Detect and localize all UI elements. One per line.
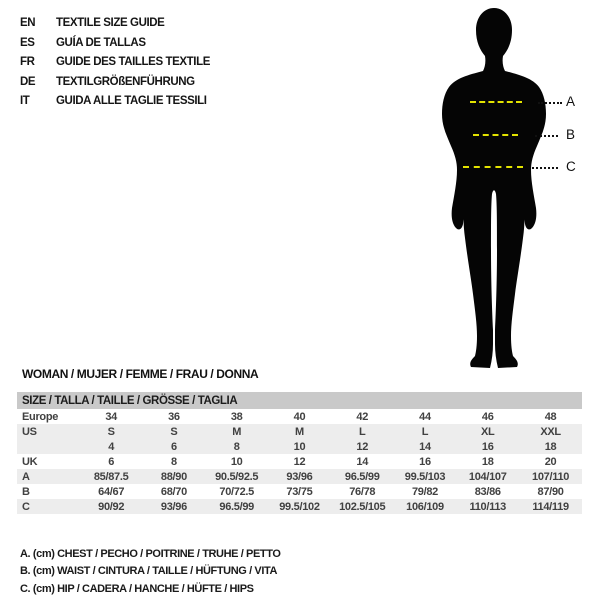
lang-code: FR xyxy=(20,56,35,69)
size-cell: 6 xyxy=(108,455,115,468)
hip-measure-line xyxy=(463,166,523,168)
size-table-header-row xyxy=(17,392,582,409)
size-cell: 6 xyxy=(171,440,177,453)
waist-leader-line xyxy=(535,135,558,137)
row-label: Europe xyxy=(22,410,59,423)
table-row xyxy=(17,439,582,454)
size-cell: M xyxy=(295,425,304,438)
size-cell: 114/119 xyxy=(532,500,569,513)
waist-measure-line xyxy=(473,134,518,136)
size-cell: XXL xyxy=(540,425,561,438)
size-cell: 12 xyxy=(293,455,306,468)
size-table xyxy=(17,392,582,514)
size-cell: 14 xyxy=(356,455,369,468)
table-row xyxy=(17,469,582,484)
table-row xyxy=(17,484,582,499)
size-cell: 96.5/99 xyxy=(219,500,254,513)
size-cell: 88/90 xyxy=(160,470,187,483)
size-cell: 68/70 xyxy=(160,485,187,498)
row-label: C xyxy=(22,500,30,513)
lang-code: DE xyxy=(20,75,36,88)
lang-row-en xyxy=(20,14,210,34)
table-row xyxy=(17,454,582,469)
chest-measure-line xyxy=(470,101,522,103)
lang-code: IT xyxy=(20,95,30,108)
size-cell: 14 xyxy=(419,440,431,453)
size-cell: 4 xyxy=(108,440,115,453)
size-cell: 93/96 xyxy=(160,500,187,513)
size-cell: 87/90 xyxy=(537,485,564,498)
size-cell: 96.5/99 xyxy=(344,470,380,483)
woman-silhouette xyxy=(442,8,546,368)
size-cell: 104/107 xyxy=(468,470,507,483)
size-cell: 83/86 xyxy=(474,485,501,498)
hip-leader-line xyxy=(532,167,558,169)
size-cell: S xyxy=(107,425,115,438)
size-cell: 16 xyxy=(481,440,494,453)
size-cell: 102.5/105 xyxy=(339,500,386,513)
row-label: US xyxy=(22,425,37,438)
table-row xyxy=(17,424,582,439)
lang-title: TEXTILGRÖßENFÜHRUNG xyxy=(56,75,195,88)
size-cell: 73/75 xyxy=(286,485,313,498)
size-cell: 85/87.5 xyxy=(93,470,129,483)
size-cell: 36 xyxy=(168,410,180,423)
size-cell: 99.5/102 xyxy=(279,500,320,513)
lang-title: TEXTILE SIZE GUIDE xyxy=(56,17,165,29)
size-cell: 48 xyxy=(544,410,557,423)
legend-waist: B. (cm) WAIST / CINTURA / TAILLE / HÜFTUNG / VITA xyxy=(20,565,278,578)
lang-row-es xyxy=(20,34,210,54)
lang-code: ES xyxy=(20,36,35,49)
size-cell: 64/67 xyxy=(98,485,125,498)
size-cell: 40 xyxy=(293,410,306,423)
lang-title: GUÍA DE TALLAS xyxy=(56,36,146,49)
size-cell: 8 xyxy=(171,455,177,468)
size-cell: 42 xyxy=(356,410,369,423)
size-cell: XL xyxy=(481,425,495,438)
size-cell: 18 xyxy=(481,455,494,468)
size-cell: 38 xyxy=(230,410,243,423)
size-cell: 46 xyxy=(481,410,494,423)
size-cell: 93/96 xyxy=(286,470,313,483)
size-cell: 8 xyxy=(233,440,240,453)
size-cell: L xyxy=(421,425,429,438)
size-cell: 10 xyxy=(293,440,306,453)
lang-row-it xyxy=(20,92,210,112)
size-cell: L xyxy=(359,425,366,438)
lang-title: GUIDE DES TAILLES TEXTILE xyxy=(56,56,210,69)
size-cell: S xyxy=(170,425,178,438)
marker-label-c: C xyxy=(566,159,576,174)
size-cell: 99.5/103 xyxy=(404,470,446,483)
lang-row-fr xyxy=(20,53,210,73)
size-cell: 16 xyxy=(419,455,431,468)
woman-silhouette-figure xyxy=(440,0,560,375)
size-cell: 90/92 xyxy=(98,500,125,513)
marker-label-b: B xyxy=(566,127,576,142)
size-cell: 10 xyxy=(230,455,243,468)
marker-label-a: A xyxy=(566,94,576,109)
row-label: UK xyxy=(22,455,38,468)
chest-leader-line xyxy=(538,102,562,104)
row-label: B xyxy=(22,485,30,498)
size-cell: 70/72.5 xyxy=(219,485,254,498)
size-cell: 20 xyxy=(544,455,557,468)
table-row xyxy=(17,409,582,424)
size-cell: 34 xyxy=(105,410,117,423)
size-table-header: SIZE / TALLA / TAILLE / GRÖSSE / TAGLIA xyxy=(17,392,582,409)
lang-row-de xyxy=(20,73,210,93)
size-cell: 107/110 xyxy=(532,470,570,483)
size-cell: 12 xyxy=(356,440,369,453)
row-label xyxy=(17,439,80,454)
row-label: A xyxy=(22,470,30,483)
size-table-body xyxy=(17,409,582,514)
lang-code: EN xyxy=(20,17,36,29)
measurement-legend xyxy=(20,546,281,598)
size-cell: 18 xyxy=(544,440,557,453)
size-cell: M xyxy=(232,425,242,438)
language-title-block xyxy=(20,14,210,112)
size-cell: 44 xyxy=(419,410,431,423)
woman-section-heading: WOMAN / MUJER / FEMME / FRAU / DONNA xyxy=(22,367,259,381)
size-cell: 90.5/92.5 xyxy=(215,470,259,483)
size-cell: 110/113 xyxy=(469,500,506,513)
table-row xyxy=(17,499,582,514)
lang-title: GUIDA ALLE TAGLIE TESSILI xyxy=(56,95,207,108)
legend-chest: A. (cm) CHEST / PECHO / POITRINE / TRUHE / PETTO xyxy=(20,548,281,560)
size-cell: 106/109 xyxy=(406,500,444,513)
size-cell: 76/78 xyxy=(349,485,376,498)
size-cell: 79/82 xyxy=(411,485,438,498)
legend-hip: C. (cm) HIP / CADERA / HANCHE / HÜFTE / HIPS xyxy=(20,582,254,595)
